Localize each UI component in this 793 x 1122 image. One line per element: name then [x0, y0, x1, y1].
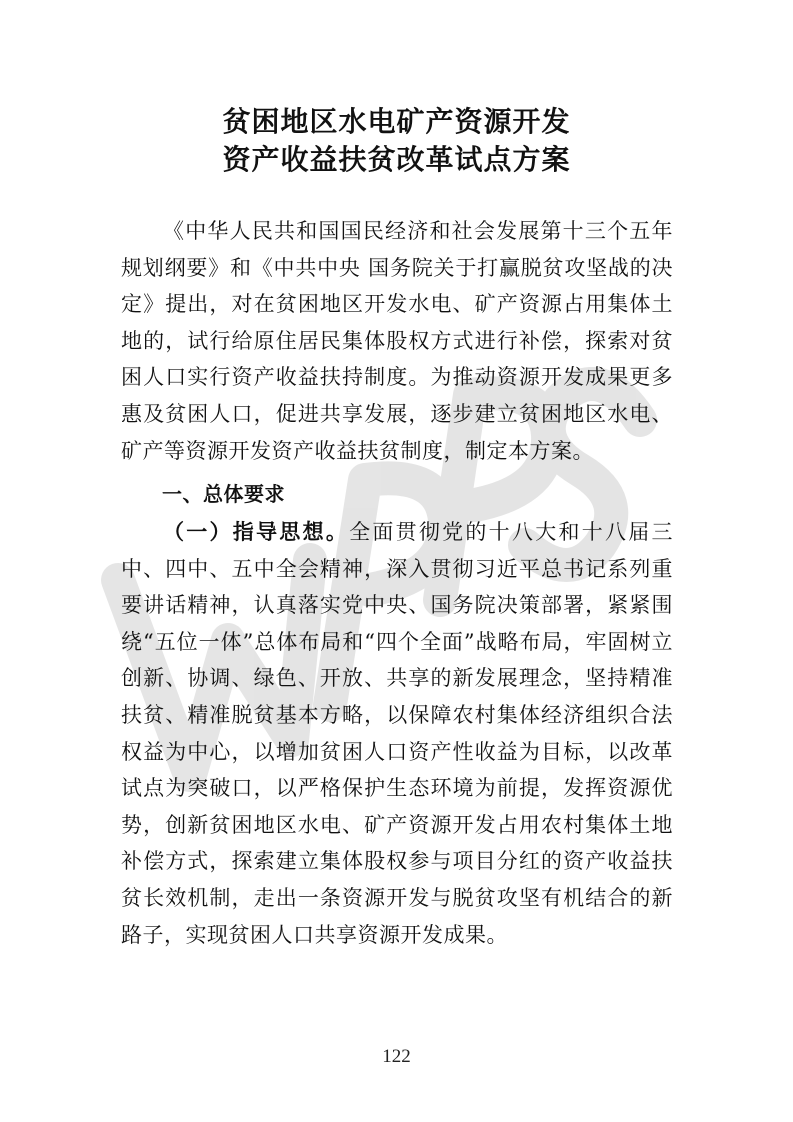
guiding-ideology-paragraph	[121, 514, 673, 953]
guiding-ideology-label: （一）指导思想。	[163, 520, 350, 544]
page-number: 122	[382, 1046, 411, 1067]
document-title-line2: 资产收益扶贫改革试点方案	[222, 143, 571, 176]
document-title-line1: 贫困地区水电矿产资源开发	[222, 105, 571, 138]
guiding-ideology-text: 全面贯彻党的十八大和十八届三中、四中、五中全会精神，深入贯彻习近平总书记系列重要讲话精神，认真落实党中央、国务院决策部署，紧紧围绕“五位一体”总体布局和“四个全面”战略布局，牢固树立创新、协调、绿色、开放、共享的新发展理念，坚持精准扶贫、精准脱贫基本方略，以保障农村集体经济组织合法权益为中心，以增加贫困人口资产性收益为目标，以改革试点为突破口，以严格保护生态环境为前提，发挥资源优势，创新贫困地区水电、矿产资源开发占用农村集体土地补偿方式，探索建立集体股权参与项目分红的资产收益扶贫长效机制，走出一条资源开发与脱贫攻坚有机结合的新路子，实现贫困人口共享资源开发成果。	[121, 520, 674, 947]
intro-paragraph: 《中华人民共和国国民经济和社会发展第十三个五年规划纲要》和《中共中央 国务院关于打赢脱贫攻坚战的决定》提出，对在贫困地区开发水电、矿产资源占用集体土地的，试行给原住居民集体股权方式进行补偿，探索对贫困人口实行资产收益扶持制度。为推动资源开发成果更多惠及贫困人口，促进共享发展，逐步建立贫困地区水电、矿产等资源开发资产收益扶贫制度，制定本方案。	[121, 219, 673, 463]
section-heading-general-requirements: 一、总体要求	[162, 482, 285, 506]
